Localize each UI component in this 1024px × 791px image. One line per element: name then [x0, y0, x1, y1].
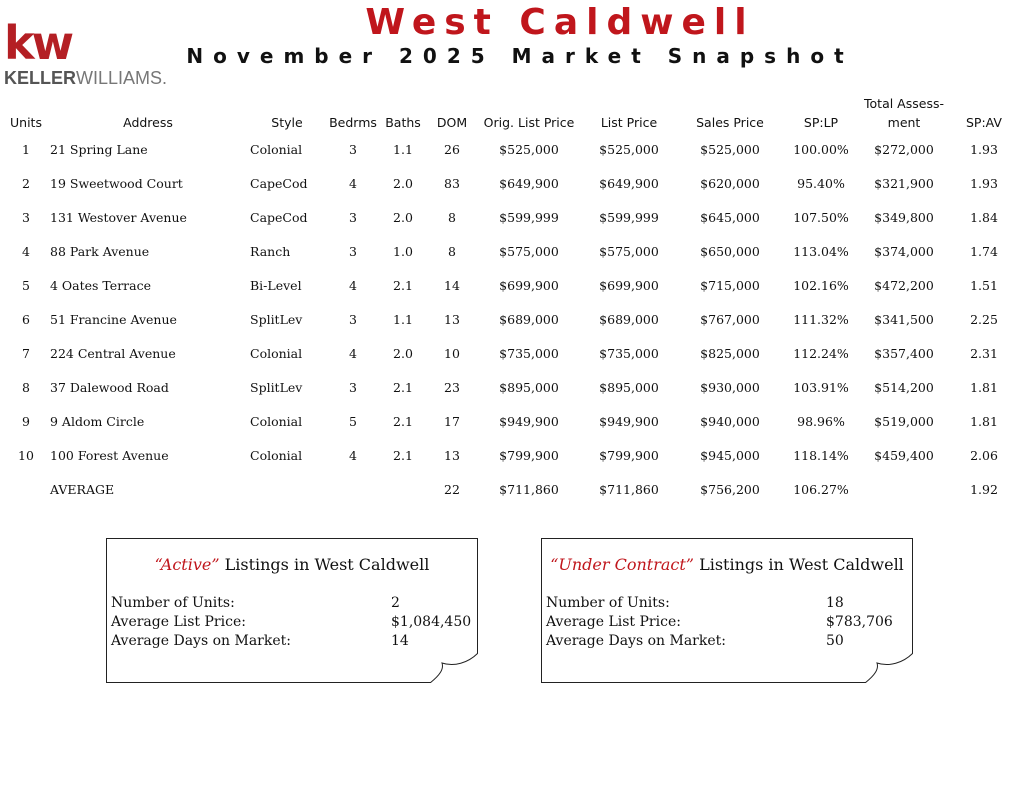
under-contract-listings-card [541, 538, 913, 683]
average-orig-list-price: $711,860 [499, 481, 559, 497]
cell-orig-list-price: $599,999 [499, 209, 559, 225]
cell-baths: 1.1 [393, 141, 413, 157]
cell-total-assessment: $514,200 [874, 379, 934, 395]
empty-cell [248, 472, 326, 506]
cell-baths: 2.0 [393, 175, 413, 191]
cell-sp-lp: 102.16% [793, 277, 849, 293]
col-header-list-price: List Price [600, 115, 658, 130]
cell-sp-av: 2.31 [970, 345, 998, 361]
col-header-style: Style [271, 115, 303, 130]
cell-unit: 9 [22, 413, 30, 429]
cell-list-price: $649,900 [599, 175, 659, 191]
cell-style: Colonial [250, 413, 303, 429]
cell-orig-list-price: $525,000 [499, 141, 559, 157]
cell-total-assessment: $374,000 [874, 243, 934, 259]
active-stat-row: Average List Price: $1,084,450 [111, 614, 472, 630]
cell-baths: 2.1 [393, 413, 413, 429]
cell-baths: 1.1 [393, 311, 413, 327]
cell-sp-av: 1.74 [970, 243, 998, 259]
average-sp-lp: 106.27% [793, 481, 849, 497]
cell-dom: 14 [444, 277, 460, 293]
table-header-row [4, 94, 1020, 132]
cell-sp-lp: 111.32% [793, 311, 849, 327]
cell-baths: 2.0 [393, 209, 413, 225]
cell-total-assessment: $519,000 [874, 413, 934, 429]
cell-bedrooms: 3 [349, 209, 357, 225]
col-header-orig-list-price: Orig. List Price [483, 115, 575, 130]
cell-sales-price: $525,000 [700, 141, 760, 157]
average-list-price: $711,860 [599, 481, 659, 497]
cell-style: CapeCod [250, 209, 308, 225]
sales-table [4, 94, 1020, 506]
cell-style: SplitLev [250, 311, 303, 327]
cell-unit: 2 [22, 175, 30, 191]
under-contract-stats [546, 595, 906, 652]
cell-orig-list-price: $799,900 [499, 447, 559, 463]
cell-total-assessment: $272,000 [874, 141, 934, 157]
table-row [4, 166, 1020, 200]
cell-orig-list-price: $699,900 [499, 277, 559, 293]
cell-total-assessment: $357,400 [874, 345, 934, 361]
cell-unit: 6 [22, 311, 30, 327]
cell-bedrooms: 3 [349, 141, 357, 157]
cell-sp-lp: 107.50% [793, 209, 849, 225]
cell-list-price: $799,900 [599, 447, 659, 463]
cell-total-assessment: $472,200 [874, 277, 934, 293]
page-curl-icon [430, 653, 478, 683]
cell-sp-lp: 113.04% [793, 243, 849, 259]
cell-style: Ranch [250, 243, 291, 259]
average-row [4, 472, 1020, 506]
cell-dom: 13 [444, 311, 460, 327]
cell-list-price: $575,000 [599, 243, 659, 259]
cell-dom: 26 [444, 141, 460, 157]
cell-sales-price: $620,000 [700, 175, 760, 191]
col-header-total-assessment: Total Assess- ment [864, 96, 944, 130]
cell-sales-price: $945,000 [700, 447, 760, 463]
active-stat-row: Average Days on Market: 14 [111, 633, 409, 649]
cell-list-price: $735,000 [599, 345, 659, 361]
cell-list-price: $699,900 [599, 277, 659, 293]
cell-dom: 83 [444, 175, 460, 191]
cell-unit: 10 [18, 447, 34, 463]
under-contract-stat-row: Average List Price: $783,706 [546, 614, 893, 630]
cell-dom: 17 [444, 413, 460, 429]
cell-sales-price: $650,000 [700, 243, 760, 259]
cell-sp-av: 1.51 [970, 277, 998, 293]
cell-total-assessment: $341,500 [874, 311, 934, 327]
logo-wordmark: KELLERWILLIAMS. [4, 68, 168, 88]
cell-address: 9 Aldom Circle [50, 413, 145, 429]
cell-style: Colonial [250, 447, 303, 463]
cell-unit: 7 [22, 345, 30, 361]
cell-bedrooms: 4 [349, 345, 357, 361]
kw-logo-mark: kw [4, 16, 72, 70]
table-row [4, 302, 1020, 336]
cell-sales-price: $930,000 [700, 379, 760, 395]
cell-bedrooms: 5 [349, 413, 357, 429]
col-header-units: Units [10, 115, 42, 130]
cell-sales-price: $940,000 [700, 413, 760, 429]
cell-dom: 13 [444, 447, 460, 463]
cell-sp-av: 1.84 [970, 209, 998, 225]
cell-style: Colonial [250, 345, 303, 361]
cell-address: 19 Sweetwood Court [50, 175, 183, 191]
cell-bedrooms: 4 [349, 277, 357, 293]
average-sales-price: $756,200 [700, 481, 760, 497]
cell-address: 37 Dalewood Road [50, 379, 169, 395]
cell-baths: 2.1 [393, 447, 413, 463]
cell-orig-list-price: $895,000 [499, 379, 559, 395]
col-header-dom: DOM [436, 115, 468, 130]
cell-baths: 2.0 [393, 345, 413, 361]
cell-bedrooms: 3 [349, 379, 357, 395]
under-contract-stat-row: Average Days on Market: 50 [546, 633, 844, 649]
cell-style: Bi-Level [250, 277, 302, 293]
cell-sp-lp: 103.91% [793, 379, 849, 395]
cell-dom: 8 [448, 209, 456, 225]
cell-sp-av: 2.06 [970, 447, 998, 463]
cell-sp-av: 1.81 [970, 379, 998, 395]
table-row [4, 200, 1020, 234]
cell-unit: 5 [22, 277, 30, 293]
cell-baths: 2.1 [393, 379, 413, 395]
cell-bedrooms: 3 [349, 311, 357, 327]
table-row [4, 370, 1020, 404]
cell-list-price: $949,900 [599, 413, 659, 429]
cell-sales-price: $767,000 [700, 311, 760, 327]
under-contract-title-highlight: “Under Contract” [550, 555, 694, 574]
cell-style: Colonial [250, 141, 303, 157]
cell-sp-av: 2.25 [970, 311, 998, 327]
cell-unit: 4 [22, 243, 30, 259]
cell-sp-lp: 118.14% [793, 447, 849, 463]
col-header-bedrms: Bedrms [329, 115, 377, 130]
cell-bedrooms: 4 [349, 175, 357, 191]
cell-style: CapeCod [250, 175, 308, 191]
cell-sales-price: $825,000 [700, 345, 760, 361]
cell-sales-price: $645,000 [700, 209, 760, 225]
cell-sp-lp: 112.24% [793, 345, 849, 361]
table-row [4, 268, 1020, 302]
cell-bedrooms: 4 [349, 447, 357, 463]
cell-orig-list-price: $689,000 [499, 311, 559, 327]
cell-list-price: $895,000 [599, 379, 659, 395]
active-card-title: “Active” Listings in West Caldwell [154, 555, 430, 574]
col-header-sp-lp: SP:LP [803, 115, 839, 130]
empty-cell [4, 472, 48, 506]
page-subtitle: November 2025 Market Snapshot [186, 44, 854, 68]
cell-total-assessment: $349,800 [874, 209, 934, 225]
page-curl-icon [865, 653, 913, 683]
cell-baths: 1.0 [393, 243, 413, 259]
cell-sp-av: 1.93 [970, 175, 998, 191]
cell-baths: 2.1 [393, 277, 413, 293]
cell-orig-list-price: $735,000 [499, 345, 559, 361]
cell-total-assessment: $321,900 [874, 175, 934, 191]
cell-sp-lp: 95.40% [797, 175, 845, 191]
table-row [4, 336, 1020, 370]
table-row [4, 438, 1020, 472]
cell-total-assessment: $459,400 [874, 447, 934, 463]
cell-orig-list-price: $649,900 [499, 175, 559, 191]
cell-dom: 10 [444, 345, 460, 361]
empty-cell [860, 472, 948, 506]
active-title-highlight: “Active” [154, 555, 220, 574]
empty-cell [326, 472, 380, 506]
cell-bedrooms: 3 [349, 243, 357, 259]
table-row [4, 234, 1020, 268]
cell-address: 100 Forest Avenue [50, 447, 169, 463]
table-row [4, 404, 1020, 438]
cell-sp-av: 1.81 [970, 413, 998, 429]
col-header-address: Address [123, 115, 173, 130]
active-listings-card [106, 538, 478, 683]
col-header-baths: Baths [385, 115, 421, 130]
cell-address: 51 Francine Avenue [50, 311, 177, 327]
average-address: AVERAGE [50, 481, 115, 497]
average-sp-av: 1.92 [970, 481, 998, 497]
cell-unit: 8 [22, 379, 30, 395]
cell-unit: 1 [22, 141, 30, 157]
cell-address: 21 Spring Lane [50, 141, 148, 157]
cell-list-price: $599,999 [599, 209, 659, 225]
active-stat-row: Number of Units: 2 [111, 595, 400, 611]
cell-address: 88 Park Avenue [50, 243, 150, 259]
cell-sp-lp: 100.00% [793, 141, 849, 157]
cell-address: 224 Central Avenue [50, 345, 176, 361]
cell-list-price: $689,000 [599, 311, 659, 327]
cell-dom: 8 [448, 243, 456, 259]
active-stats [111, 595, 471, 652]
average-dom: 22 [444, 481, 460, 497]
cell-list-price: $525,000 [599, 141, 659, 157]
cell-address: 131 Westover Avenue [50, 209, 187, 225]
cell-style: SplitLev [250, 379, 303, 395]
cell-unit: 3 [22, 209, 30, 225]
col-header-sales-price: Sales Price [696, 115, 764, 130]
cell-address: 4 Oates Terrace [50, 277, 152, 293]
under-contract-stat-row: Number of Units: 18 [546, 595, 844, 611]
cell-orig-list-price: $575,000 [499, 243, 559, 259]
cell-sp-lp: 98.96% [797, 413, 845, 429]
cell-sales-price: $715,000 [700, 277, 760, 293]
col-header-sp-av: SP:AV [966, 115, 1002, 130]
cell-orig-list-price: $949,900 [499, 413, 559, 429]
empty-cell [380, 472, 426, 506]
under-contract-card-title: “Under Contract” Listings in West Caldwell [550, 555, 904, 574]
cell-dom: 23 [444, 379, 460, 395]
cell-sp-av: 1.93 [970, 141, 998, 157]
table-row [4, 132, 1020, 166]
page-title: West Caldwell [365, 2, 755, 43]
